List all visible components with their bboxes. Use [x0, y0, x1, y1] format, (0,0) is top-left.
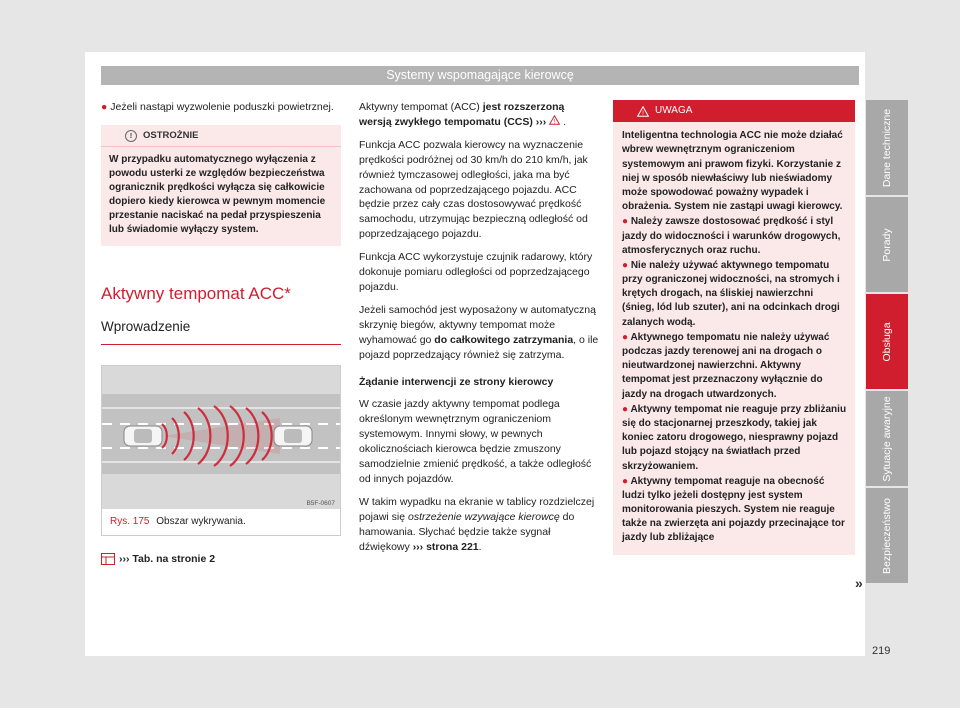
section-subtitle: Wprowadzenie [101, 317, 341, 345]
column-2 [359, 100, 599, 562]
subheading-driver-intervention: Żądanie interwencji ze strony kierowcy [359, 375, 554, 388]
figure-code: B5F-0607 [306, 499, 335, 507]
page-221-link[interactable]: ››› strona 221 [412, 540, 479, 553]
paragraph-limits: W czasie jazdy aktywny tempomat podlega określonym wewnętrznym ograniczeniom systemowym. Innymi słowy, w pewnych okolicznościach kierowca będzie zmuszony samodzielnie zmienić prędkość, a także odległość od innych pojazdów. [359, 398, 592, 485]
warning-triangle-icon [549, 115, 560, 125]
caution-box [101, 125, 341, 246]
page-number: 219 [872, 645, 891, 657]
warning-triangle-icon [637, 106, 649, 117]
continue-arrow-icon: » [855, 575, 863, 591]
figure-number: Rys. 175 [110, 515, 150, 527]
radar-detection-illustration [102, 366, 340, 509]
bullet-paragraph: ● Jeżeli nastąpi wyzwolenie poduszki powietrznej. [101, 101, 334, 113]
figure-caption [102, 509, 340, 535]
uwaga-bullet: ● Nie należy używać aktywnego tempomatu przy ograniczonej widoczności, na stromych i krętych drogach, na śliskiej nawierzchni (śnieg, lód lub szuter), ani na odcinkach drogi zalanych wodą. [622, 259, 840, 328]
bullet-icon: ● [622, 216, 631, 228]
bullet-icon: ● [622, 259, 631, 271]
svg-text:!: ! [642, 109, 644, 117]
uwaga-bullet: ● Aktywny tempomat nie reaguje przy zbliżaniu się do stacjonarnej przeszkody, takiej jak koniec zatoru drogowego, niesprawny pojazd lub pojazd stojący na światłach przed skrzyżowaniem. [622, 403, 847, 472]
uwaga-bullet: ● Należy zawsze dostosować prędkość i styl jazdy do widoczności i warunków drogowych, atmosferycznych oraz ruchu. [622, 216, 841, 256]
column-3 [613, 100, 855, 555]
paragraph-warning-display: W takim wypadku na ekranie w tablicy rozdzielczej pojawi się ostrzeżenie wzywające kierowcę do hamowania. Słychać będzie także sygnał dźwiękowy ››› strona 221. [359, 495, 595, 553]
side-tab-emergencies[interactable]: Sytuacje awaryjne [866, 391, 908, 486]
uwaga-header [613, 100, 855, 122]
section-title: Aktywny tempomat ACC* [101, 284, 291, 304]
caution-label: OSTROŻNIE [143, 129, 199, 141]
table-reference-link[interactable]: ››› Tab. na stronie 2 [119, 552, 216, 565]
uwaga-body [613, 122, 855, 554]
intro-paragraph: Aktywny tempomat (ACC) jest rozszerzoną wersją zwykłego tempomatu (CCS) ››› ! . [359, 101, 567, 128]
figure-caption-text: Obszar wykrywania. [156, 515, 246, 527]
bullet-icon: ● [622, 475, 631, 487]
table-reference-icon [101, 553, 115, 565]
bullet-icon: ● [101, 101, 111, 113]
table-reference [101, 552, 341, 567]
uwaga-bullet: ● Aktywnego tempomatu nie należy używać podczas jazdy terenowej ani na drogach o nieutwardzonej nawierzchni. Aktywny tempomat jest przeznaczony wyłącznie do jazdy na drogach utwardzonych. [622, 331, 830, 400]
column-1 [101, 100, 341, 567]
paragraph-radar: Funkcja ACC wykorzystuje czujnik radarowy, który dokonuje pomiaru odległości od poprzedzającego pojazdu. [359, 251, 593, 293]
uwaga-label: UWAGA [655, 105, 693, 116]
figure-detection-area [101, 365, 341, 536]
paragraph-speed-range: Funkcja ACC pozwala kierowcy na wyznaczenie prędkości podróżnej od 30 km/h do 210 km/h, jak również tymczasowej odległości, jaka ma być zachowana od poprzedzającego pojazdu. ACC będzie przez cały czas dostosowywać prędkość samochodu, utrzymując bezpieczną odległość od poprzedzającego pojazdu. [359, 138, 588, 241]
side-tab-tips[interactable]: Porady [866, 197, 908, 292]
paragraph-automatic-gearbox: Jeżeli samochód jest wyposażony w automatyczną skrzynię biegów, aktywny tempomat może wyhamować go do całkowitego zatrzymania, o ile pojazd poprzedzający również się zatrzyma. [359, 303, 599, 361]
caution-header [101, 125, 341, 147]
svg-text:!: ! [553, 119, 556, 125]
page-header: Systemy wspomagające kierowcę [101, 66, 859, 85]
bullet-icon: ● [622, 403, 631, 415]
uwaga-bullet: ● Aktywny tempomat reaguje na obecność ludzi tylko jeżeli dostępny jest system monitorowania pieszych. System nie reaguje także na zwierzęta ani pojazdy przecinające tor jazdy lub zbliżające [622, 475, 845, 544]
side-tab-safety[interactable]: Bezpieczeństwo [866, 488, 908, 583]
caution-text: W przypadku automatycznego wyłączenia z powodu usterki ze względów bezpieczeństwa ogranicznik prędkości wyłącza się całkowicie dopiero kiedy kierowca w pewnym momencie przestanie naciskać na pedał przyspieszenia lub świadomie wyłączy system. [109, 154, 326, 236]
side-tab-operation[interactable]: Obsługa [866, 294, 908, 389]
side-tab-technical-data[interactable]: Dane techniczne [866, 100, 908, 195]
bullet-icon: ● [622, 331, 631, 343]
exclamation-icon: ! [125, 130, 137, 142]
uwaga-intro: Inteligentna technologia ACC nie może działać wbrew wewnętrznym ograniczeniom systemowym ani prawom fizyki. Korzystanie z niej w sposób niewłaściwy lub nieświadomy może spowodować poważny wypadek i obrażenia. System nie zastąpi uwagi kierowcy. [622, 130, 843, 213]
